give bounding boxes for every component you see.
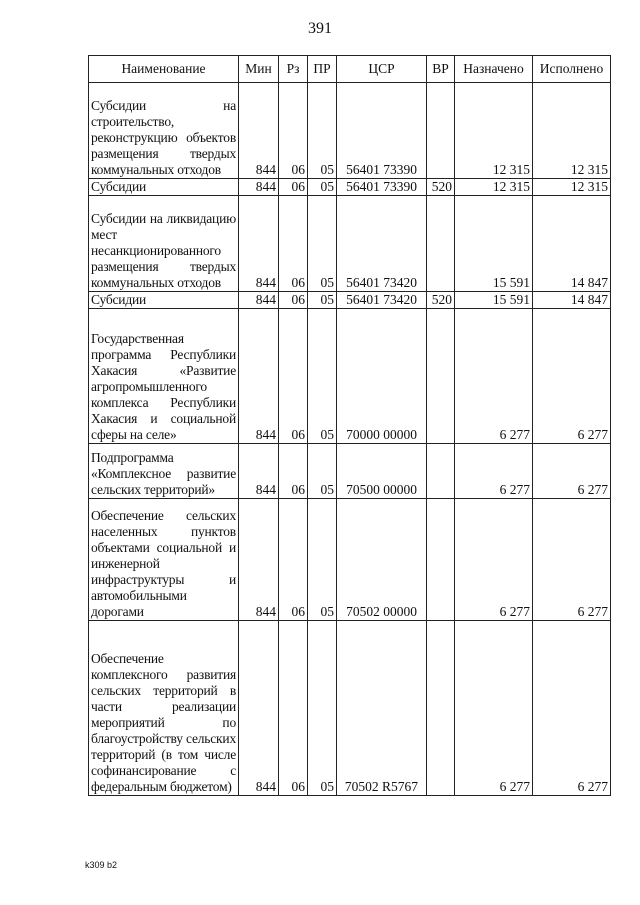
table-row [89, 292, 611, 309]
row-name: Обеспечение комплексного развития сельских территорий в части реализации мероприятий по благоустройству сельских территорий (в том числе софинансирование с федеральным бюджетом) [89, 621, 239, 796]
table-row [89, 444, 611, 499]
row-rz: 06 [279, 179, 308, 196]
row-pr: 05 [308, 196, 337, 292]
table-row [89, 309, 611, 444]
table-row [89, 621, 611, 796]
row-rz: 06 [279, 292, 308, 309]
row-assigned: 15 591 [455, 196, 533, 292]
row-pr: 05 [308, 179, 337, 196]
row-vr [427, 621, 455, 796]
row-name: Подпрограмма «Комплексное развитие сельских территорий» [89, 444, 239, 499]
row-vr [427, 309, 455, 444]
row-assigned: 6 277 [455, 309, 533, 444]
row-vr [427, 444, 455, 499]
row-name: Обеспечение сельских населенных пунктов объектами социальной и инженерной инфраструктуры и автомобильными дорогами [89, 499, 239, 621]
row-pr: 05 [308, 292, 337, 309]
row-rz: 06 [279, 621, 308, 796]
row-csr: 56401 73390 [337, 83, 427, 179]
footer-code: k309 b2 [85, 860, 118, 870]
row-min: 844 [239, 292, 279, 309]
row-min: 844 [239, 444, 279, 499]
row-executed: 6 277 [533, 499, 611, 621]
row-executed: 6 277 [533, 621, 611, 796]
row-name: Субсидии [89, 179, 239, 196]
row-pr: 05 [308, 444, 337, 499]
row-assigned: 6 277 [455, 621, 533, 796]
row-assigned: 12 315 [455, 179, 533, 196]
table-row [89, 83, 611, 179]
header-assigned: Назначено [455, 56, 533, 83]
row-executed: 14 847 [533, 196, 611, 292]
row-min: 844 [239, 309, 279, 444]
row-executed: 12 315 [533, 179, 611, 196]
header-pr: ПР [308, 56, 337, 83]
row-csr: 56401 73390 [337, 179, 427, 196]
row-csr: 56401 73420 [337, 196, 427, 292]
row-min: 844 [239, 196, 279, 292]
row-pr: 05 [308, 499, 337, 621]
row-vr [427, 83, 455, 179]
row-executed: 14 847 [533, 292, 611, 309]
header-name: Наименование [89, 56, 239, 83]
row-executed: 12 315 [533, 83, 611, 179]
row-name: Субсидии на ликвидацию мест несанкционированного размещения твердых коммунальных отходов [89, 196, 239, 292]
row-rz: 06 [279, 83, 308, 179]
row-rz: 06 [279, 196, 308, 292]
row-csr: 70500 00000 [337, 444, 427, 499]
row-name: Государственная программа Республики Хакасия «Развитие агропромышленного комплекса Республики Хакасия и социальной сферы на селе» [89, 309, 239, 444]
row-vr [427, 196, 455, 292]
table-row [89, 196, 611, 292]
header-min: Мин [239, 56, 279, 83]
row-rz: 06 [279, 444, 308, 499]
table-row [89, 499, 611, 621]
row-name: Субсидии на строительство, реконструкцию объектов размещения твердых коммунальных отходов [89, 83, 239, 179]
table-row [89, 179, 611, 196]
row-pr: 05 [308, 309, 337, 444]
row-csr: 70502 00000 [337, 499, 427, 621]
row-assigned: 6 277 [455, 444, 533, 499]
row-name: Субсидии [89, 292, 239, 309]
header-csr: ЦСР [337, 56, 427, 83]
row-executed: 6 277 [533, 444, 611, 499]
header-rz: Рз [279, 56, 308, 83]
row-executed: 6 277 [533, 309, 611, 444]
row-csr: 70000 00000 [337, 309, 427, 444]
row-min: 844 [239, 83, 279, 179]
header-vr: ВР [427, 56, 455, 83]
row-min: 844 [239, 179, 279, 196]
row-csr: 56401 73420 [337, 292, 427, 309]
row-rz: 06 [279, 499, 308, 621]
row-assigned: 15 591 [455, 292, 533, 309]
header-row [89, 56, 611, 83]
row-csr: 70502 R5767 [337, 621, 427, 796]
page-number: 391 [308, 20, 332, 37]
row-vr [427, 499, 455, 621]
header-executed: Исполнено [533, 56, 611, 83]
row-rz: 06 [279, 309, 308, 444]
row-min: 844 [239, 621, 279, 796]
budget-table [88, 55, 611, 796]
row-pr: 05 [308, 83, 337, 179]
row-vr: 520 [427, 292, 455, 309]
row-assigned: 6 277 [455, 499, 533, 621]
row-vr: 520 [427, 179, 455, 196]
row-min: 844 [239, 499, 279, 621]
row-assigned: 12 315 [455, 83, 533, 179]
table-header [89, 56, 611, 83]
row-pr: 05 [308, 621, 337, 796]
